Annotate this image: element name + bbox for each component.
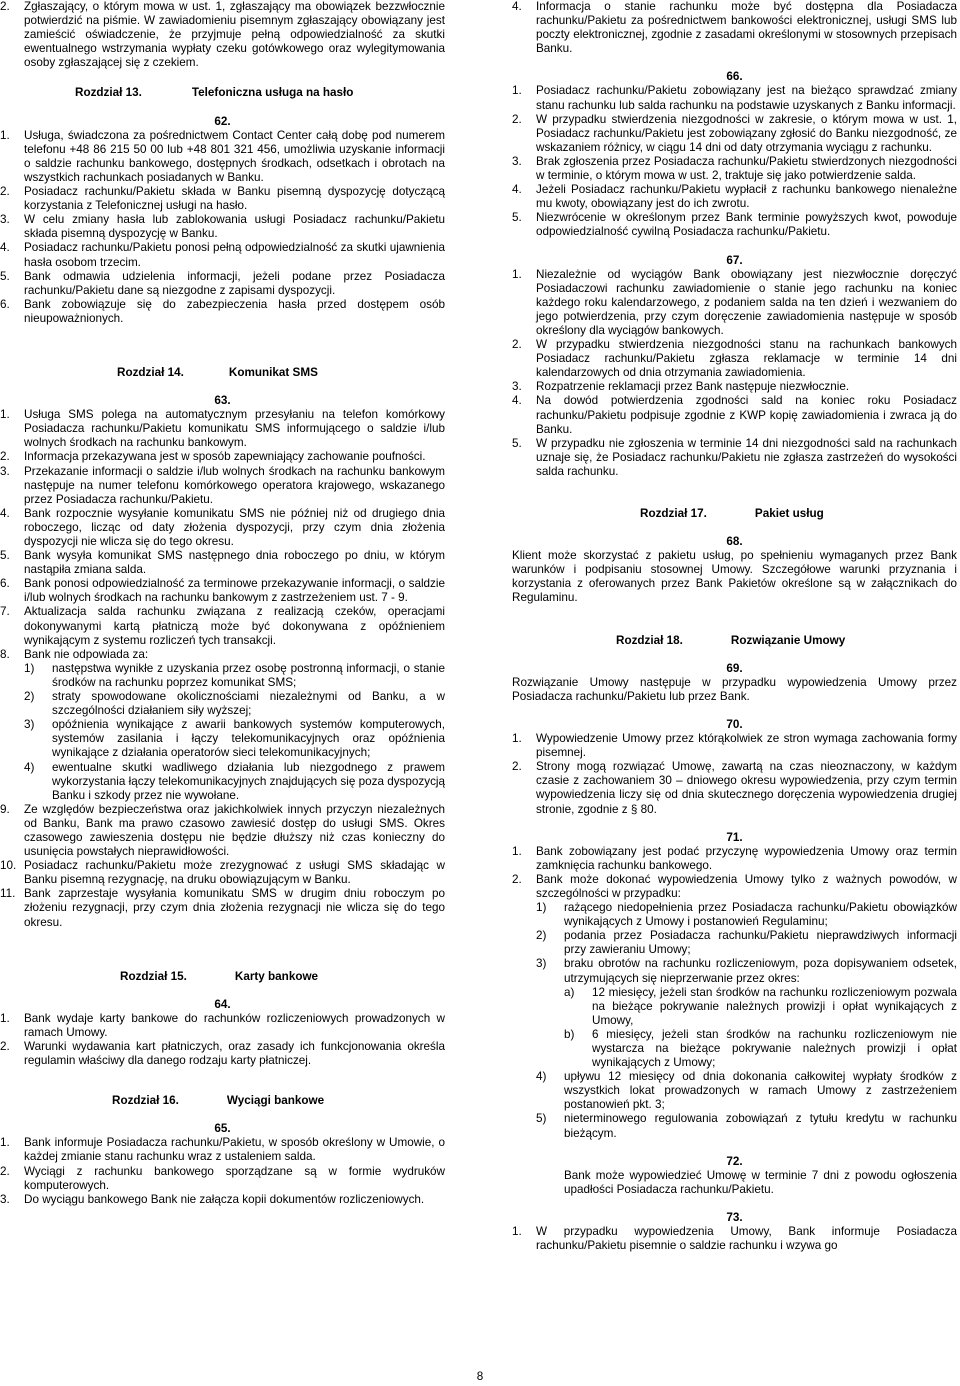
chapter-number: Rozdział 14. — [117, 365, 184, 379]
item-text: Zgłaszający, o którym mowa w ust. 1, zgłaszający ma obowiązek bezzwłocznie potwierdzić na piśmie. W zawiadomieniu pisemnym zgłaszający obowiązany jest zamieścić oświadczenie, że przyjmuje pełną odpowiedzialność za skutki ewentualnego wstrzymania wypłaty czeku gotówkowego oraz wylegitymowania osoby zgłaszającej się z czekiem. — [24, 0, 445, 70]
item-number: 7. — [0, 605, 10, 619]
item-text: Posiadacz rachunku/Pakietu składa w Banku pisemną dyspozycję dotyczącą korzystania z Telefonicznej usługi na hasło. — [24, 185, 445, 213]
chapter-title: Pakiet usług — [754, 507, 824, 520]
sub-item-number: 5) — [536, 1112, 547, 1126]
chapter-number: Rozdział 16. — [112, 1094, 179, 1108]
item-number: 4. — [0, 241, 10, 255]
sub-item — [0, 718, 445, 760]
list-item — [0, 1012, 445, 1040]
section-number: 63. — [214, 394, 231, 408]
item-number: 1. — [512, 1225, 522, 1239]
section-number: 70. — [726, 717, 743, 731]
list-item — [0, 803, 445, 859]
chapter-number: Rozdział 18. — [616, 633, 683, 647]
item-text: Wyciągi z rachunku bankowego sporządzane są w formie wydruków komputerowych. — [24, 1164, 445, 1192]
sub-item — [512, 929, 957, 957]
chapter-title: Rozwiązanie Umowy — [730, 633, 846, 647]
item-number: 3. — [512, 154, 522, 168]
chapter-title: Telefoniczna usługa na hasło — [191, 86, 354, 100]
left-column — [0, 0, 445, 1207]
item-number: 1. — [0, 1011, 10, 1025]
item-number: 2. — [512, 760, 522, 774]
sub-item — [0, 662, 445, 690]
sub-item-number: 2) — [24, 690, 35, 704]
chapter-number: Rozdział 15. — [120, 969, 187, 983]
item-number: 2. — [0, 185, 10, 199]
sub-item-number: 3) — [24, 718, 35, 732]
list-item — [512, 873, 957, 901]
sub-item-number — [536, 1169, 564, 1197]
sub-item-text: upływu 12 miesięcy od dnia dokonania całkowitej wypłaty środków z wszystkich lokat prowadzonych w ramach Umowy z zastrzeżeniem postanowień pkt. 3; — [564, 1070, 957, 1112]
item-text: Bank wydaje karty bankowe do rachunków rozliczeniowych prowadzonych w ramach Umowy. — [24, 1011, 445, 1039]
list-item — [0, 577, 445, 605]
item-number: 4. — [0, 506, 10, 520]
list-item — [0, 507, 445, 549]
sub-sub-item-number: b) — [564, 1027, 575, 1041]
list-item — [0, 648, 445, 662]
chapter-heading — [512, 634, 957, 648]
chapter-heading — [0, 970, 445, 984]
list-item — [512, 845, 957, 873]
item-number: 2. — [512, 872, 522, 886]
item-text: Posiadacz rachunku/Pakietu zobowiązany jest na bieżąco sprawdzać zmiany stanu rachunku lub salda rachunku na podstawie uzyskanych z Banku informacji. — [536, 84, 957, 112]
list-item — [0, 0, 445, 70]
section-number: 68. — [726, 535, 743, 549]
sub-sub-item — [512, 1028, 957, 1070]
item-number: 9. — [0, 802, 10, 816]
chapter-heading — [0, 1094, 445, 1108]
list-item — [0, 129, 445, 185]
item-text: Usługa SMS polega na automatycznym przesyłaniu na telefon komórkowy Posiadacza rachunku/Pakietu komunikatu SMS informującego o saldzie i/lub wolnych środkach na rachunku bankowym. — [24, 408, 445, 450]
list-item — [512, 732, 957, 760]
item-text: Bank ponosi odpowiedzialność za terminowe przekazywanie informacji, o saldzie i/lub wolnych środkach na rachunku bankowym z zastrzeżeniem ust. 7 - 9. — [24, 577, 445, 605]
item-text: Usługa, świadczona za pośrednictwem Contact Center całą dobę pod numerem telefonu +48 86 215 50 00 lub +48 801 321 456, umożliwia uzyskanie informacji o saldzie rachunku bankowego, dostępnych środkach, odsetkach i obrotach na wszystkich rachunkach posiadanych w Banku. — [24, 128, 445, 184]
sub-item-text: rażącego niedopełnienia przez Posiadacza rachunku/Pakietu obowiązków wynikających z Umowy i postanowień Regulaminu; — [564, 901, 957, 929]
item-number: 2. — [0, 450, 10, 464]
item-text: Bank zobowiązany jest podać przyczynę wypowiedzenia Umowy oraz termin zamknięcia rachunku bankowego. — [536, 844, 957, 872]
item-text: Jeżeli Posiadacz rachunku/Pakietu wypłacił z rachunku bankowego nienależne mu kwoty, obowiązany jest do ich zwrotu. — [536, 183, 957, 211]
item-number: 6. — [0, 297, 10, 311]
item-number: 1. — [512, 267, 522, 281]
sub-item — [512, 1112, 957, 1140]
chapter-title: Karty bankowe — [234, 969, 319, 983]
item-text: Wypowiedzenie Umowy przez którąkolwiek ze stron wymaga zachowania formy pisemnej. — [536, 732, 957, 760]
sub-item-text: straty spowodowane okolicznościami niezależnymi od Banku, a w szczególności działaniem siły wyższej; — [52, 690, 445, 718]
item-text: Bank zobowiązuje się do zabezpieczenia hasła przed dostępem osób nieupoważnionych. — [24, 297, 445, 325]
list-item — [0, 887, 445, 929]
list-item — [512, 760, 957, 816]
item-text: Przekazanie informacji o saldzie i/lub wolnych środkach na rachunku bankowym następuje na numer telefonu komórkowego operatora krajowego, wskazanego przez Posiadacza rachunku/Pakietu. — [24, 464, 445, 506]
sub-sub-item — [512, 986, 957, 1028]
item-text: Brak zgłoszenia przez Posiadacza rachunku/Pakietu stwierdzonych niezgodności w terminie, o którym mowa w ust. 2, traktuje się jako potwierdzenie salda. — [536, 154, 957, 183]
item-text: Na dowód potwierdzenia zgodności sald na koniec roku Posiadacz rachunku/Pakietu podpisuje zgodnie z KWP kopię zawiadomienia i zwraca ją do Banku. — [536, 394, 957, 436]
item-text: Bank odmawia udzielenia informacji, jeżeli podane przez Posiadacza rachunku/Pakietu dane są niezgodne z zapisami dyspozycji. — [24, 269, 445, 297]
section-number: 64. — [214, 997, 231, 1011]
item-text: Strony mogą rozwiązać Umowę, zawartą na czas nieoznaczony, w każdym czasie z zachowaniem 30 – dniowego okresu wypowiedzenia, przy czym termin wypowiedzenia liczy się od dnia skutecznego doręczenia wypowiedzenia drugiej stronie, zgodnie z § 80. — [536, 760, 957, 816]
sub-item — [0, 761, 445, 803]
item-text: Informacja o stanie rachunku może być dostępna dla Posiadacza rachunku/Pakietu za pośrednictwem bankowości elektronicznej, usługi SMS lub poczty elektronicznej, zgodnie z zasadami określonymi w stosownych przepisach Banku. — [536, 0, 957, 56]
item-text: Rozpatrzenie reklamacji przez Bank następuje niezwłocznie. — [536, 380, 850, 394]
list-item — [512, 338, 957, 380]
item-number: 4. — [512, 394, 522, 408]
item-text: W przypadku nie zgłoszenia w terminie 14 dni niezgodności sald na rachunkach uznaje się, że Posiadacz rachunku/Pakietu nie zgłasza zastrzeżeń do wysokości salda rachunku. — [536, 436, 957, 478]
list-item — [0, 450, 445, 464]
item-number: 5. — [512, 436, 522, 450]
item-number: 1. — [0, 408, 10, 422]
list-item — [0, 465, 445, 507]
item-text: W przypadku stwierdzenia niezgodności w zakresie, o którym mowa w ust. 1, Posiadacz rachunku/Pakietu jest zobowiązany zgłosić do Banku niezgodność, ze wskazaniem różnicy, w ciągu 14 dni od daty otrzymania wyciągu z rachunku. — [536, 112, 957, 154]
list-item — [512, 268, 957, 338]
list-item — [512, 183, 957, 211]
sub-item — [512, 957, 957, 985]
item-number: 2. — [0, 1164, 10, 1178]
list-item — [512, 113, 957, 155]
item-number: 5. — [0, 269, 10, 283]
sub-item-text: podania przez Posiadacza rachunku/Pakietu nieprawdziwych informacji przy zawieraniu Umowy; — [564, 929, 957, 957]
item-text: Niezwrócenie w określonym przez Bank terminie powyższych kwot, powoduje odpowiedzialność cywilną Posiadacza rachunku/Pakietu. — [536, 211, 957, 239]
list-item — [0, 1136, 445, 1164]
sub-item-text: braku obrotów na rachunku rozliczeniowym, poza dopisywaniem odsetek, utrzymujących się nieprzerwanie przez okres: — [564, 957, 957, 985]
sub-item-number: 4) — [24, 760, 35, 774]
sub-item-number: 2) — [536, 929, 547, 943]
sub-item — [512, 901, 957, 929]
sub-sub-item-number: a) — [564, 985, 575, 999]
list-item — [0, 408, 445, 450]
item-number: 3. — [0, 464, 10, 478]
item-text: Warunki wydawania kart płatniczych, oraz zasady ich funkcjonowania określa regulamin właściwy dla danego rodzaju karty płatniczej. — [24, 1040, 445, 1068]
sub-sub-item-text: 6 miesięcy, jeżeli stan środków na rachunku rozliczeniowym nie wystarcza na bieżące pokrywanie należnych prowizji i opłat wynikających z Umowy; — [592, 1027, 957, 1070]
list-item — [0, 859, 445, 887]
chapter-heading — [512, 507, 957, 521]
list-item — [512, 380, 957, 394]
item-text: Posiadacz rachunku/Pakietu może zrezygnować z usługi SMS składając w Banku pisemną rezygnację, na druku obowiązującym w Banku. — [24, 859, 445, 887]
section-number: 66. — [726, 70, 743, 84]
page-number: 8 — [476, 1370, 484, 1383]
item-number: 2. — [0, 1040, 10, 1053]
sub-item-text: opóźnienia wynikające z awarii bankowych systemów komputerowych, systemów zasilania i łączy telekomunikacyjnych oraz opóźnienia wynikające z działania operatorów sieci telekomunikacyjnych; — [52, 718, 445, 760]
list-item — [512, 0, 957, 56]
sub-item — [512, 1169, 957, 1197]
right-column — [512, 0, 957, 1253]
item-number: 3. — [0, 1192, 10, 1206]
item-number: 5. — [0, 549, 10, 563]
sub-item-text: nieterminowego regulowania zobowiązań z tytułu kredytu w rachunku bieżącym. — [564, 1112, 957, 1140]
item-number: 6. — [0, 577, 10, 591]
item-text: Bank może dokonać wypowiedzenia Umowy tylko z ważnych powodów, w szczególności w przypadku: — [536, 872, 957, 900]
item-text: Bank rozpocznie wysyłanie komunikatu SMS nie później niż od drugiego dnia roboczego, licząc od daty złożenia dyspozycji, przy czym dnia złożenia dyspozycji nie wlicza się do tego okresu. — [24, 506, 445, 548]
item-number: 5. — [512, 211, 522, 225]
chapter-title: Komunikat SMS — [228, 365, 318, 379]
section-number: 73. — [726, 1210, 743, 1224]
item-number: 10. — [0, 859, 17, 873]
list-item — [512, 437, 957, 479]
item-text: Ze względów bezpieczeństwa oraz jakichkolwiek innych przyczyn niezależnych od Banku, Bank ma prawo czasowo zawiesić dostęp do usługi SMS. Okres czasowego zawieszenia dostępu nie będzie dłuższy niż czas konieczny do usunięcia powstałych nieprawidłowości. — [24, 802, 445, 859]
item-number: 11. — [0, 887, 16, 901]
list-item — [0, 270, 445, 298]
sub-item-text: Bank może wypowiedzieć Umowę w terminie 7 dni z powodu ogłoszenia upadłości Posiadacza rachunku/Pakietu. — [564, 1168, 957, 1196]
item-number: 1. — [512, 732, 522, 746]
item-number: 1. — [512, 844, 522, 858]
sub-item-number: 1) — [536, 901, 547, 915]
list-item — [0, 1040, 445, 1068]
list-item — [512, 394, 957, 436]
section-number: 67. — [726, 253, 743, 267]
item-text: Posiadacz rachunku/Pakietu ponosi pełną odpowiedzialność za skutki ujawnienia hasła osobom trzecim. — [24, 241, 445, 269]
section-number: 71. — [726, 830, 743, 844]
list-item — [0, 241, 445, 269]
item-number: 1. — [512, 84, 522, 98]
item-number: 1. — [0, 128, 10, 142]
item-text: Do wyciągu bankowego Bank nie załącza kopii dokumentów rozliczeniowych. — [24, 1192, 425, 1206]
sub-sub-item-text: 12 miesięcy, jeżeli stan środków na rachunku rozliczeniowym pozwala na bieżące pokrywanie należnych prowizji i opłat wynikających z Umowy, — [592, 985, 957, 1027]
chapter-number: Rozdział 17. — [640, 507, 707, 520]
sub-item-number: 4) — [536, 1070, 547, 1084]
section-number: 62. — [214, 114, 231, 128]
list-item — [0, 1165, 445, 1193]
item-number: 3. — [0, 213, 10, 227]
item-number: 2. — [512, 338, 522, 352]
sub-item-text: następstwa wynikłe z uzyskania przez osobę postronną informacji, o stanie środków na rachunku poprzez komunikat SMS; — [52, 661, 445, 689]
chapter-heading — [0, 86, 445, 100]
item-number: 1. — [0, 1136, 10, 1150]
section-number: 72. — [726, 1154, 743, 1168]
item-text: Aktualizacja salda rachunku związana z realizacją czeków, operacjami dokonywanymi kartą płatniczą może być dokonywana z opóźnieniem wynikającym z systemu rozliczeń tych transakcji. — [24, 605, 445, 647]
chapter-title: Wyciągi bankowe — [226, 1094, 325, 1108]
list-item — [0, 549, 445, 577]
list-item — [0, 298, 445, 326]
list-item — [512, 155, 957, 183]
list-item — [0, 213, 445, 241]
item-number: 4. — [512, 183, 522, 197]
item-text: Bank zaprzestaje wysyłania komunikatu SMS w drugim dniu roboczym po złożeniu rezygnacji, przy czym dnia złożenia rezygnacji nie wlicza się do tego okresu. — [24, 887, 445, 929]
item-text: Bank nie odpowiada za: — [24, 647, 149, 661]
chapter-number: Rozdział 13. — [75, 86, 142, 100]
sub-item-text: ewentualne skutki wadliwego działania lub niezgodnego z prawem wykorzystania łączy telekomunikacyjnych znajdujących się poza dyspozycją Banku i szkody przez nie wywołane. — [52, 760, 446, 802]
list-item — [512, 1225, 957, 1253]
item-number: 3. — [512, 380, 522, 394]
sub-item-number: 1) — [24, 661, 35, 675]
item-text: W przypadku wypowiedzenia Umowy, Bank informuje Posiadacza rachunku/Pakietu pisemnie o saldzie rachunku i wzywa go — [536, 1225, 957, 1253]
item-text: W celu zmiany hasła lub zablokowania usługi Posiadacz rachunku/Pakietu składa pisemną dyspozycję w Banku. — [24, 213, 445, 241]
paragraph: Klient może skorzystać z pakietu usług, po spełnieniu wymaganych przez Bank warunków i podpisaniu stosownej Umowy. Szczegółowe warunki przyznania i korzystania z oferowanych przez Bank Pakietów określone są w załącznikach do Regulaminu. — [512, 549, 957, 605]
item-number: 4. — [512, 0, 522, 13]
chapter-heading — [0, 366, 445, 380]
list-item — [0, 605, 445, 647]
list-item — [512, 84, 957, 112]
section-number: 69. — [726, 661, 743, 675]
item-number: 2. — [0, 0, 10, 13]
list-item — [512, 211, 957, 239]
list-item — [0, 1193, 445, 1207]
sub-item — [512, 1070, 957, 1112]
sub-item — [0, 690, 445, 718]
item-text: Informacja przekazywana jest w sposób zapewniający zachowanie poufności. — [24, 450, 426, 464]
list-item — [0, 185, 445, 213]
item-text: Bank informuje Posiadacza rachunku/Pakietu, w sposób określony w Umowie, o każdej zmianie stanu rachunku wraz z ustaleniem salda. — [24, 1136, 445, 1164]
item-text: W przypadku stwierdzenia niezgodności stanu na rachunkach bankowych Posiadacz rachunku/Pakietu zgłasza reklamacje w terminie 14 dni kalendarzowych od dnia otrzymania zawiadomienia. — [536, 338, 957, 380]
item-text: Bank wysyła komunikat SMS następnego dnia roboczego po dniu, w którym nastąpiła zmiana salda. — [24, 549, 445, 577]
item-text: Niezależnie od wyciągów Bank obowiązany jest niezwłocznie doręczyć Posiadaczowi rachunku zawiadomienie o stanie jego rachunku na koniec każdego roku kalendarzowego, z podaniem salda na ten dzień i wezwaniem do jego potwierdzenia, przy czym doręczenie zawiadomienia następuje w sposób określony dla wyciągów bankowych. — [536, 267, 957, 337]
section-number: 65. — [214, 1122, 231, 1136]
item-number: 8. — [0, 647, 10, 661]
item-number: 2. — [512, 112, 522, 126]
sub-item-number: 3) — [536, 957, 547, 971]
paragraph: Rozwiązanie Umowy następuje w przypadku wypowiedzenia Umowy przez Posiadacza rachunku/Pakietu lub przez Bank. — [512, 675, 957, 703]
